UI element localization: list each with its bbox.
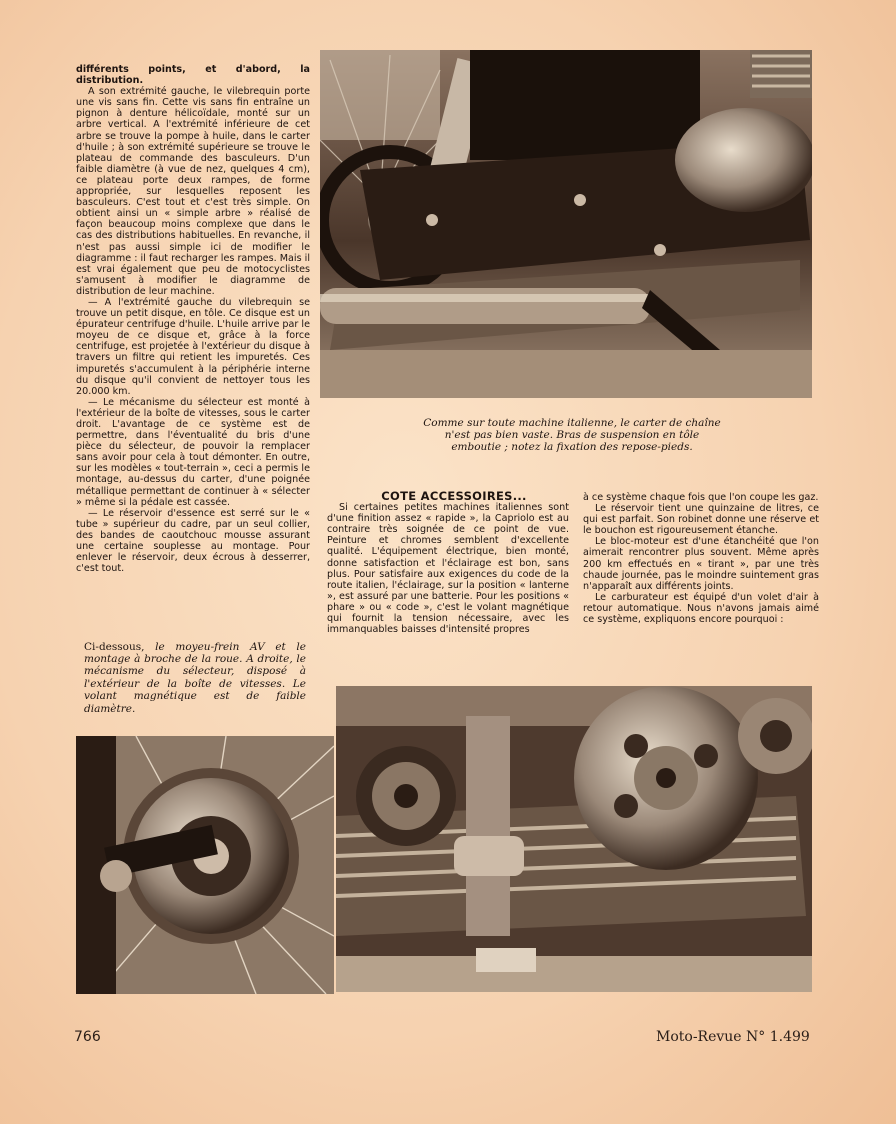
paragraph: A son extrémité gauche, le vilebrequin porte une vis sans fin. Cette vis sans fin entraîne un pignon à denture hélicoïdale, monté sur un arbre vertical. A l'extrémité inférieure de cet arbre se trouve la pompe à huile, dans le carter d'huile ; à son extrémité supérieure se trouve le plateau de commande des basculeurs. D'un faible diamètre (à vue de nez, quelques 4 cm), ce plateau porte deux rampes, de forme appropriée, sur lesquelles reposent les basculeurs. C'est tout et c'est très simple. On obtient ainsi un « simple arbre » réalisé de façon beaucoup moins complexe que dans le cas des distributions habituelles. En revanche, il n'est pas aussi simple ici de modifier le diagramme : il faut recharger les rampes. Mais il est vrai également que peu de motocyclistes s'amusent à modifier le diagramme de distribution de leur machine. xyxy=(76,86,310,297)
article-middle-column xyxy=(327,491,569,635)
paragraph: Le carburateur est équipé d'un volet d'air à retour automatique. Nous n'avons jamais aimé ce système, expliquons encore pourquoi : xyxy=(583,591,819,626)
paragraph: Le réservoir tient une quinzaine de litres, ce qui est parfait. Son robinet donne une réserve et le bouchon est rigoureusement étanche. xyxy=(583,503,819,537)
caption-lead: Ci-dessous, xyxy=(84,640,145,653)
article-right-column xyxy=(583,492,819,625)
paragraph: différents points, et d'abord, la distribution. xyxy=(76,64,310,87)
paragraph: Le bloc-moteur est d'une étanchéité que l'on aimerait rencontrer plus souvent. Même après 200 km effectués en « tirant », par une très chaude journée, pas le moindre suintement gras n'apparaît aux différents joints. xyxy=(583,536,819,592)
photo-selector-mechanism xyxy=(336,686,812,992)
paragraph: — Le réservoir d'essence est serré sur le « tube » supérieur du cadre, par un seul collier, des bandes de caoutchouc mousse assurant une certaine souplesse au montage. Pour enlever le réservoir, deux écrous à desserrer, c'est tout. xyxy=(76,507,310,575)
paragraph: — Le mécanisme du sélecteur est monté à l'extérieur de la boîte de vitesses, sous le carter droit. L'avantage de ce système est de permettre, dans l'éventualité du bris d'une pièce du sélecteur, de pouvoir la remplacer sans avoir pour cela à tout démonter. En outre, sur les modèles « tout-terrain », ceci a permis le montage, au-dessus du carter, d'une poignée métallique permettant de continuer à « sélecter » même si la pédale est cassée. xyxy=(76,396,310,508)
section-heading: COTE ACCESSOIRES... xyxy=(381,489,527,503)
magazine-issue-ref: Moto-Revue N° 1.499 xyxy=(656,1029,810,1045)
photo-caption-top: Comme sur toute machine italienne, le carter de chaîne n'est pas bien vaste. Bras de suspension en tôle emboutie ; notez la fixation des repose-pieds. xyxy=(423,416,721,454)
photo-front-hub-brake xyxy=(76,736,334,994)
paragraph: à ce système chaque fois que l'on coupe les gaz. xyxy=(583,492,819,503)
paragraph: — A l'extrémité gauche du vilebrequin se trouve un petit disque, en tôle. Ce disque est un épurateur centrifuge d'huile. L'huile arrive par le moyeu de ce disque et, grâce à la force centrifuge, est projetée à l'extérieur du disque à travers un filtre qui retient les impuretés. Ces impuretés s'accumulent à la périphérie interne du disque qu'il convient de nettoyer tous les 20.000 km. xyxy=(76,296,310,397)
paragraph: Si certaines petites machines italiennes sont d'une finition assez « rapide », la Capriolo est au contraire très soignée de ce point de vue. Peinture et chromes semblent d'excellente qualité. L'équipement électrique, bien monté, donne satisfaction et l'éclairage est bon, sans plus. Pour satisfaire aux exigences du code de la route italien, l'éclairage, sur la position « lanterne », est assuré par une batterie. Pour les positions « phare » ou « code », c'est le volant magnétique qui fournit la tension nécessaire, avec les immanquables baisses d'intensité propres xyxy=(327,502,569,636)
photo-chain-case xyxy=(320,50,812,398)
page-number: 766 xyxy=(74,1029,101,1045)
caption-text: le moyeu-frein AV et le montage à broche de la roue. A droite, le mécanisme du sélecteur, disposé à l'extérieur de la boîte de vitesses. Le volant magnétique est de faible diamètre. xyxy=(84,640,306,715)
article-left-column xyxy=(76,64,310,574)
photo-caption-bottom xyxy=(84,641,306,715)
